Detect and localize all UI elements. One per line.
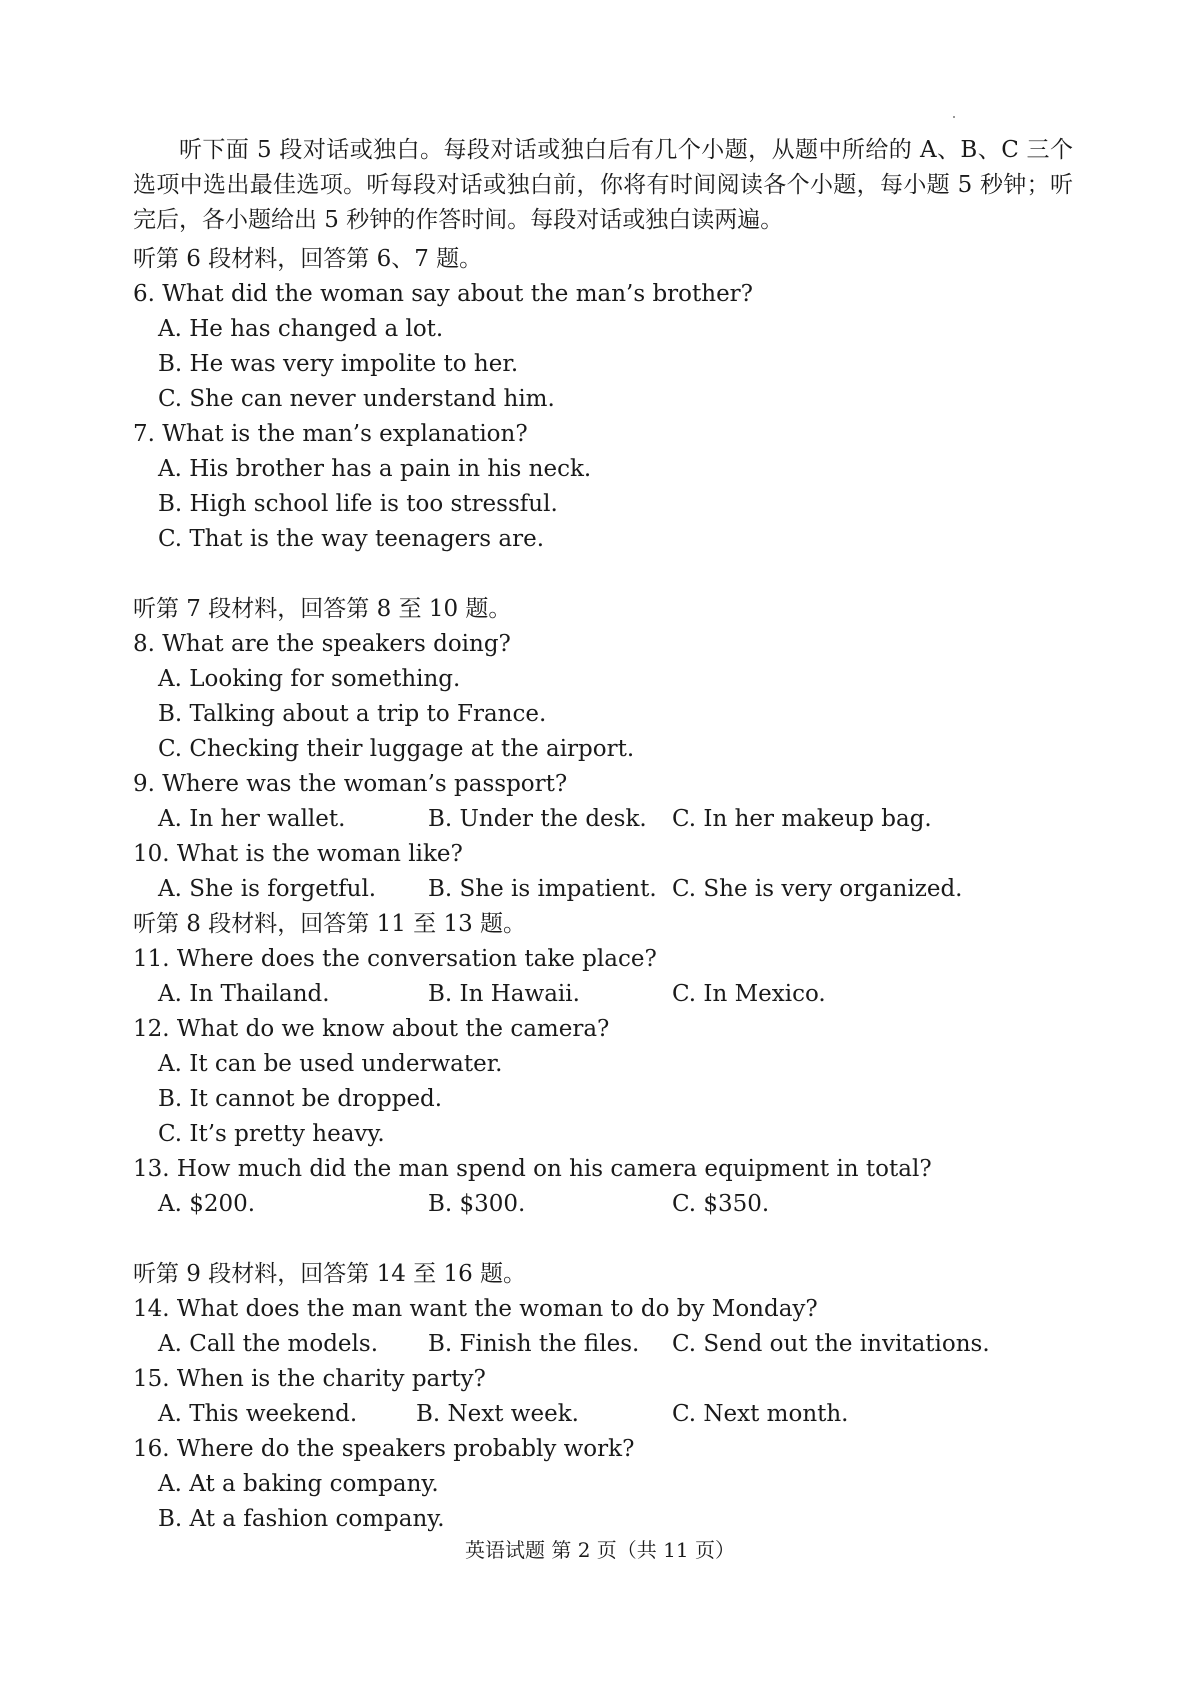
option-10a: A. She is forgetful. — [158, 876, 377, 902]
option-8b: B. Talking about a trip to France. — [158, 701, 547, 727]
section-heading: 听第 7 段材料，回答第 8 至 10 题。 — [133, 596, 512, 622]
option-14a: A. Call the models. — [158, 1331, 379, 1357]
option-7c: C. That is the way teenagers are. — [158, 526, 545, 552]
option-13b: B. $300. — [428, 1191, 526, 1217]
section-heading: 听第 8 段材料，回答第 11 至 13 题。 — [133, 911, 527, 937]
option-7b: B. High school life is too stressful. — [158, 491, 558, 517]
option-15a: A. This weekend. — [158, 1401, 358, 1427]
option-9c: C. In her makeup bag. — [672, 806, 932, 832]
option-12b: B. It cannot be dropped. — [158, 1086, 443, 1112]
question-12: 12. What do we know about the camera? — [133, 1016, 610, 1042]
option-8c: C. Checking their luggage at the airport. — [158, 736, 635, 762]
option-16a: A. At a baking company. — [158, 1471, 439, 1497]
option-16b: B. At a fashion company. — [158, 1506, 445, 1532]
option-14c: C. Send out the invitations. — [672, 1331, 990, 1357]
option-6a: A. He has changed a lot. — [158, 316, 444, 342]
question-8: 8. What are the speakers doing? — [133, 631, 511, 657]
listening-instructions: 听下面 5 段对话或独白。每段对话或独白后有几个小题，从题中所给的 A、B、C 三个选项中选出最佳选项。听每段对话或独白前，你将有时间阅读各个小题，每小题 5 秒钟；听完后，各小题给出 5 秒钟的作答时间。每段对话或独白读两遍。 — [133, 137, 1073, 233]
option-6b: B. He was very impolite to her. — [158, 351, 519, 377]
scan-speck — [953, 116, 955, 118]
option-13a: A. $200. — [158, 1191, 256, 1217]
option-12c: C. It’s pretty heavy. — [158, 1121, 385, 1147]
question-11: 11. Where does the conversation take place? — [133, 946, 657, 972]
option-11a: A. In Thailand. — [158, 981, 330, 1007]
option-9b: B. Under the desk. — [428, 806, 647, 832]
question-10: 10. What is the woman like? — [133, 841, 463, 867]
option-8a: A. Looking for something. — [158, 666, 461, 692]
question-7: 7. What is the man’s explanation? — [133, 421, 528, 447]
option-11c: C. In Mexico. — [672, 981, 826, 1007]
option-9a: A. In her wallet. — [158, 806, 346, 832]
option-10c: C. She is very organized. — [672, 876, 963, 902]
page-footer: 英语试题 第 2 页（共 11 页） — [465, 1538, 735, 1562]
option-15c: C. Next month. — [672, 1401, 849, 1427]
option-6c: C. She can never understand him. — [158, 386, 555, 412]
option-13c: C. $350. — [672, 1191, 770, 1217]
option-10b: B. She is impatient. — [428, 876, 657, 902]
option-7a: A. His brother has a pain in his neck. — [158, 456, 592, 482]
option-14b: B. Finish the files. — [428, 1331, 640, 1357]
question-6: 6. What did the woman say about the man’s brother? — [133, 281, 754, 307]
question-9: 9. Where was the woman’s passport? — [133, 771, 568, 797]
option-11b: B. In Hawaii. — [428, 981, 580, 1007]
question-15: 15. When is the charity party? — [133, 1366, 486, 1392]
section-heading: 听第 9 段材料，回答第 14 至 16 题。 — [133, 1261, 527, 1287]
section-heading: 听第 6 段材料，回答第 6、7 题。 — [133, 246, 483, 272]
option-12a: A. It can be used underwater. — [158, 1051, 503, 1077]
question-14: 14. What does the man want the woman to do by Monday? — [133, 1296, 818, 1322]
option-15b: B. Next week. — [416, 1401, 579, 1427]
question-16: 16. Where do the speakers probably work? — [133, 1436, 635, 1462]
question-13: 13. How much did the man spend on his camera equipment in total? — [133, 1156, 932, 1182]
